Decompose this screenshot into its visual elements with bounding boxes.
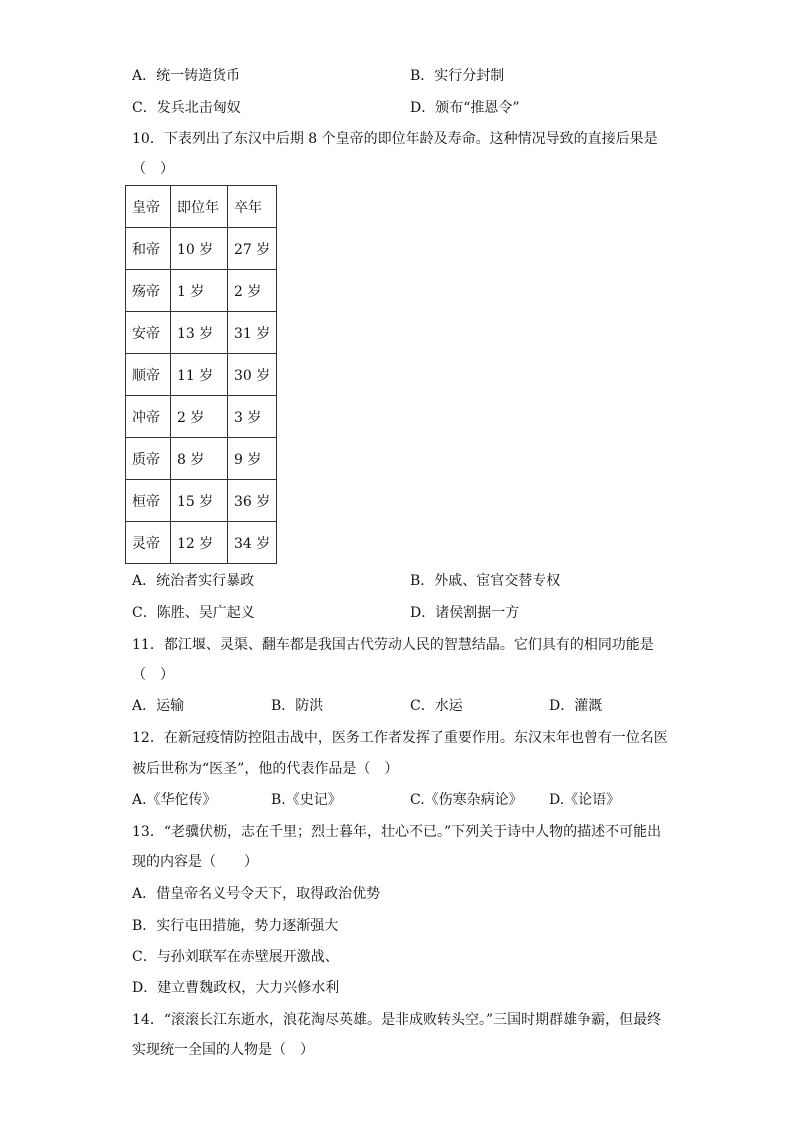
table-cell: 12 岁 bbox=[171, 522, 228, 564]
table-row bbox=[126, 228, 277, 270]
q9-option-d: D．颁布“推恩令” bbox=[410, 100, 520, 116]
q10-option-c: C．陈胜、吴广起义 bbox=[132, 605, 255, 621]
table-row bbox=[126, 396, 277, 438]
table-row bbox=[126, 270, 277, 312]
table-row bbox=[126, 480, 277, 522]
table-cell: 2 岁 bbox=[228, 270, 277, 312]
q11-stem-line2: （ ） bbox=[132, 667, 174, 683]
q13-option-d: D．建立曹魏政权，大力兴修水利 bbox=[132, 980, 340, 996]
table-cell: 30 岁 bbox=[228, 354, 277, 396]
table-cell: 27 岁 bbox=[228, 228, 277, 270]
q10-stem-line2: （ ） bbox=[132, 161, 174, 177]
table-cell: 15 岁 bbox=[171, 480, 228, 522]
table-cell: 桓帝 bbox=[126, 480, 171, 522]
table-cell: 2 岁 bbox=[171, 396, 228, 438]
table-row bbox=[126, 522, 277, 564]
table-cell: 36 岁 bbox=[228, 480, 277, 522]
table-cell: 顺帝 bbox=[126, 354, 171, 396]
table-cell: 10 岁 bbox=[171, 228, 228, 270]
table-cell: 31 岁 bbox=[228, 312, 277, 354]
table-cell: 9 岁 bbox=[228, 438, 277, 480]
q12-option-a: A.《华佗传》 bbox=[132, 792, 217, 808]
table-header-row bbox=[126, 186, 277, 228]
q10-option-a: A．统治者实行暴政 bbox=[132, 573, 255, 589]
q13-stem-line2: 现的内容是（ ） bbox=[132, 854, 258, 870]
table-cell: 灵帝 bbox=[126, 522, 171, 564]
table-cell: 1 岁 bbox=[171, 270, 228, 312]
table-cell: 殇帝 bbox=[126, 270, 171, 312]
table-cell: 安帝 bbox=[126, 312, 171, 354]
q12-option-c: C.《伤寒杂病论》 bbox=[410, 792, 523, 808]
table-cell: 34 岁 bbox=[228, 522, 277, 564]
table-row bbox=[126, 312, 277, 354]
table-header-cell: 即位年 bbox=[171, 186, 228, 228]
q12-stem-line1: 12．在新冠疫情防控阻击战中，医务工作者发挥了重要作用。东汉末年也曾有一位名医 bbox=[132, 730, 668, 746]
table-cell: 质帝 bbox=[126, 438, 171, 480]
table-cell: 3 岁 bbox=[228, 396, 277, 438]
q13-option-a: A．借皇帝名义号令天下，取得政治优势 bbox=[132, 886, 381, 902]
q14-stem-line2: 实现统一全国的人物是（ ） bbox=[132, 1042, 314, 1058]
q11-option-c: C．水运 bbox=[410, 698, 463, 714]
q9-option-b: B．实行分封制 bbox=[410, 68, 505, 84]
q12-option-b: B.《史记》 bbox=[271, 792, 342, 808]
table-row bbox=[126, 438, 277, 480]
q11-option-b: B．防洪 bbox=[271, 698, 324, 714]
table-cell: 13 岁 bbox=[171, 312, 228, 354]
table-cell: 和帝 bbox=[126, 228, 171, 270]
q10-option-b: B．外戚、宦官交替专权 bbox=[410, 573, 561, 589]
q12-stem-line2: 被后世称为“医圣”，他的代表作品是（ ） bbox=[132, 761, 399, 777]
q13-option-b: B．实行屯田措施，势力逐渐强大 bbox=[132, 918, 339, 934]
q12-option-d: D.《论语》 bbox=[549, 792, 621, 808]
table-cell: 11 岁 bbox=[171, 354, 228, 396]
table-header-cell: 皇帝 bbox=[126, 186, 171, 228]
q13-option-c: C．与孙刘联军在赤壁展开激战、 bbox=[132, 949, 339, 965]
q11-option-a: A．运输 bbox=[132, 698, 185, 714]
q11-stem-line1: 11．都江堰、灵渠、翻车都是我国古代劳动人民的智慧结晶。它们具有的相同功能是 bbox=[132, 637, 654, 653]
emperor-table bbox=[125, 185, 277, 564]
q11-option-d: D．灌溉 bbox=[549, 698, 603, 714]
q10-stem-line1: 10．下表列出了东汉中后期 8 个皇帝的即位年龄及寿命。这种情况导致的直接后果是 bbox=[132, 131, 658, 147]
table-header-cell: 卒年 bbox=[228, 186, 277, 228]
table-row bbox=[126, 354, 277, 396]
table-cell: 8 岁 bbox=[171, 438, 228, 480]
q13-stem-line1: 13．“老骥伏枥，志在千里；烈士暮年，壮心不已。”下列关于诗中人物的描述不可能出 bbox=[132, 824, 662, 840]
table-cell: 冲帝 bbox=[126, 396, 171, 438]
q9-option-c: C．发兵北击匈奴 bbox=[132, 100, 241, 116]
q9-option-a: A．统一铸造货币 bbox=[132, 68, 241, 84]
q14-stem-line1: 14．“滚滚长江东逝水，浪花淘尽英雄。是非成败转头空。”三国时期群雄争霸，但最终 bbox=[132, 1012, 662, 1028]
q10-option-d: D．诸侯割据一方 bbox=[410, 605, 520, 621]
